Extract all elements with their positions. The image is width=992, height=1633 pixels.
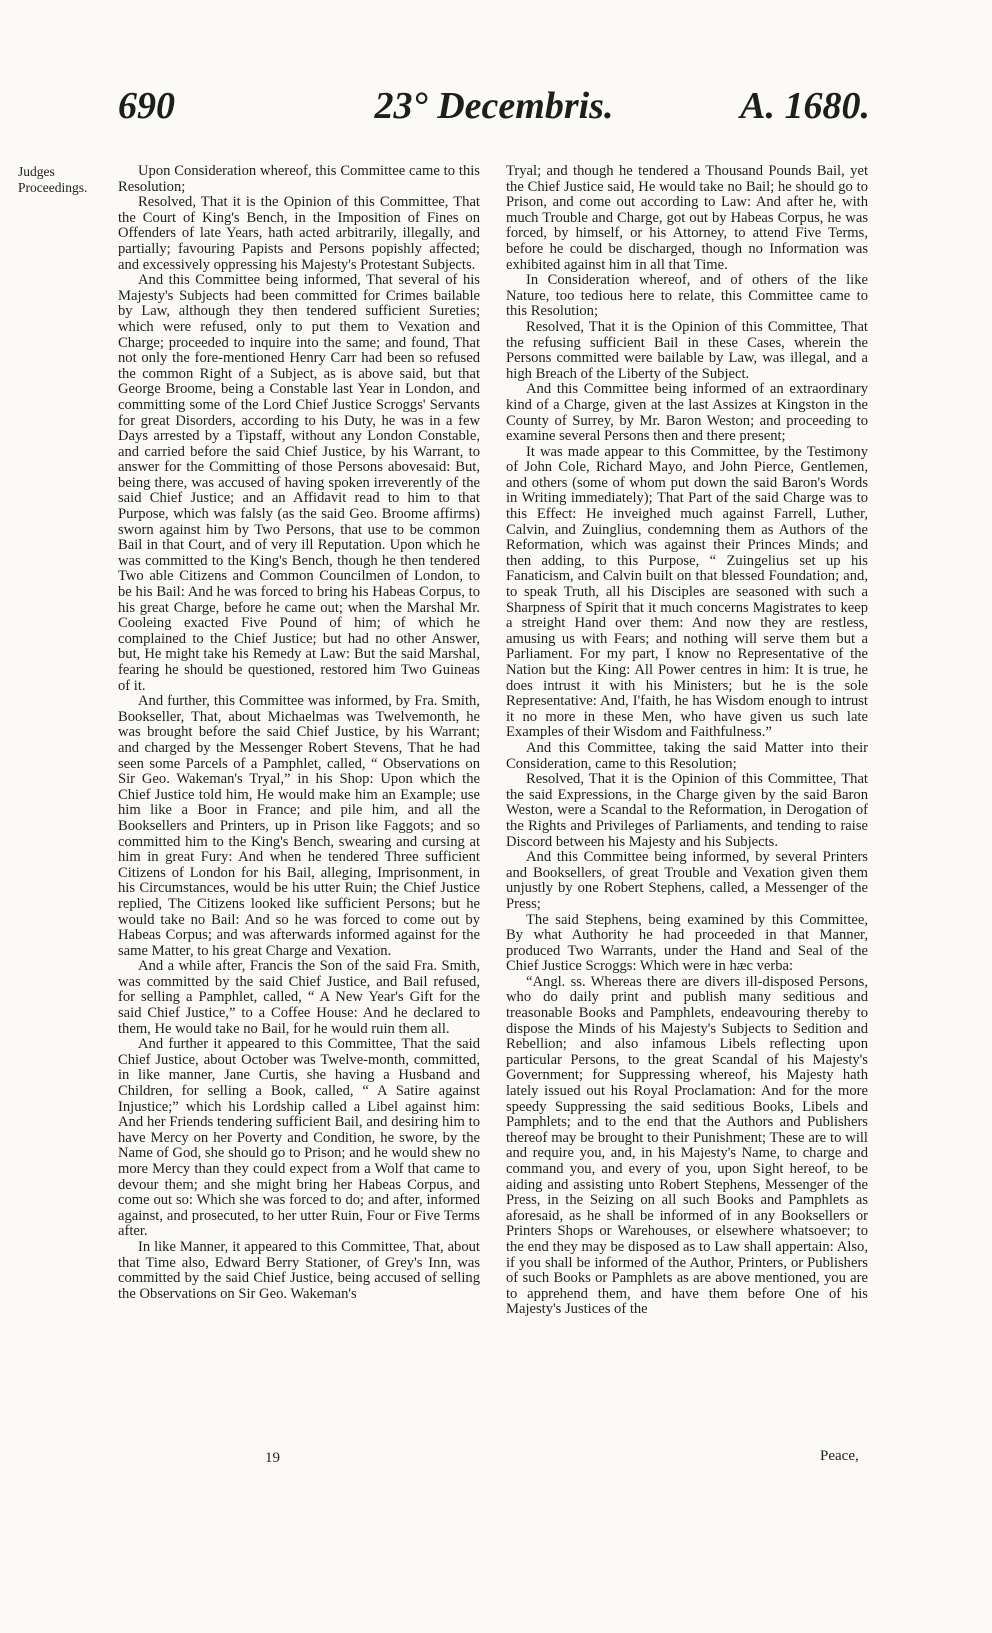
paragraph: And this Committee being informed, by several Printers and Booksellers, of great Trouble and Vexation given them unjustly by one Robert Stephens, called, a Messenger of the Press; [506,849,868,912]
page-number: 690 [118,85,175,127]
right-column [506,164,868,1449]
paragraph: The said Stephens, being examined by this Committee, By what Authority he had proceeded in that Manner, produced Two Warrants, under the Hand and Seal of the Chief Justice Scroggs: Which were in hæc verba: [506,911,868,975]
running-title: 23° Decembris. [374,85,614,127]
paragraph: And this Committee being informed of an extraordinary kind of a Charge, given at the last Assizes at Kingston in the County of Surrey, by Mr. Baron Weston; and proceeding to examine several Persons then and there present; [506,381,868,445]
paragraph: Upon Consideration whereof, this Committee came to this Resolution; [118,164,480,195]
paragraph: Resolved, That it is the Opinion of this Committee, That the refusing sufficient Bail in these Cases, wherein the Persons committed were bailable by Law, was illegal, and a high Breach of the Liberty of the Subject. [506,318,868,382]
paragraph: It was made appear to this Committee, by the Testimony of John Cole, Richard Mayo, and John Pierce, Gentlemen, and others (some of whom put down the said Baron's Words in Writing immediately); That Part of the said Charge was to this Effect: He inveighed much against Farrell, Luther, Calvin, and Zuinglius, condemning them as Authors of the Reformation, which was against their Princes Minds; and then adding, to this Purpose, “ Zuingelius set up his Fanaticism, and Calvin built on that blessed Foundation; and, to speak Truth, all his Disciples are seasoned with such a Sharpness of Spirit that it much concerns Magistrates to keep a streight Hand over them: And now they are restless, amusing us with Fears; and nothing will serve them but a Parliament. For my part, I know no Representative of the Nation but the King: All Power centres in him: It is true, he does intrust it with his Ministers; but he is the sole Representative: And, I'faith, he has Wisdom enough to intrust it no more in these Men, who have given us such late Examples of their Wisdom and Faithfulness.” [506,443,868,741]
paragraph: “Angl. ss. Whereas there are divers ill-disposed Persons, who do daily print and publish many seditious and treasonable Books and Pamphlets, endeavouring thereby to dispose the Minds of his Majesty's Subjects to Sedition and Rebellion; and also infamous Libels reflecting upon particular Persons, to the great Scandal of his Majesty's Government; for Suppressing whereof, his Majesty hath lately issued out his Royal Proclamation: And for the more speedy Suppressing the said seditious Books, Libels and Pamphlets; and to the end that the Authors and Publishers thereof may be brought to their Punishment; These are to will and require you, and, in his Majesty's Name, to charge and command you, and every of you, upon Sight hereof, to be aiding and assisting unto Robert Stephens, Messenger of the Press, in the Seizing on all such Books and Pamphlets as aforesaid, as he shall be informed of in any Booksellers or Printers Shops or Warehouses, or elsewhere whatsoever; to the end they may be disposed as to Law shall appertain: Also, if you shall be informed of the Author, Printers, or Publishers of such Books or Pamphlets as are above mentioned, you are to apprehend them, and have them before One of his Majesty's Justices of the [506,973,868,1318]
paragraph: And further, this Committee was informed, by Fra. Smith, Bookseller, That, about Michaelmas was Twelvemonth, he was brought before the said Chief Justice, by his Warrant; and charged by the Messenger Robert Stevens, That he had seen some Parcels of a Pamphlet, called, “ Observations on Sir Geo. Wakeman's Tryal,” in his Shop: Upon which the Chief Justice told him, He would make him an Example; use him like a Boor in France; and pile him, and all the Booksellers and Printers, up in Prison like Faggots; and so committed him to the King's Bench, swearing and cursing at him in great Fury: And when he tendered Three sufficient Citizens of London for his Bail, alleging, Imprisonment, in his Circumstances, would be his utter Ruin; the Chief Justice replied, The Citizens looked like sufficient Persons; but he would take no Bail: And so he was forced to come out by Habeas Corpus; and was afterwards informed against for the same Matter, to his great Charge and Vexation. [118,693,480,959]
signature-mark: 19 [265,1450,280,1466]
page-header [118,84,870,140]
paragraph: And this Committee, taking the said Matter into their Consideration, came to this Resolution; [506,739,868,772]
paragraph: Resolved, That it is the Opinion of this Committee, That the said Expressions, in the Charge given by the said Baron Weston, were a Scandal to the Reformation, in Derogation of the Rights and Privileges of Parliaments, and tending to raise Discord between his Majesty and his Subjects. [506,771,868,850]
left-column [118,164,480,1449]
paragraph: And a while after, Francis the Son of the said Fra. Smith, was committed by the said Chief Justice, and Bail refused, for selling a Pamphlet, called, “ A New Year's Gift for the said Chief Justice,” to a Coffee House: And he declared to them, He would take no Bail, for he would ruin them all. [118,958,480,1037]
paragraph: Tryal; and though he tendered a Thousand Pounds Bail, yet the Chief Justice said, He would take no Bail; he should go to Prison, and come out according to Law: And after he, with much Trouble and Charge, got out by Habeas Corpus, he was forced, by himself, or his Attorney, to attend Five Terms, before he could be discharged, though no Information was exhibited against him in all that Time. [506,164,868,273]
year-heading: A. 1680. [740,85,870,127]
paragraph: In Consideration whereof, and of others of the like Nature, too tedious here to relate, this Committee came to this Resolution; [506,272,868,320]
paragraph: And this Committee being informed, That several of his Majesty's Subjects had been committed for Crimes bailable by Law, although they then tendered sufficient Sureties; which were refused, only to put them to Vexation and Charge; proceeded to inquire into the same; and found, That not only the fore-mentioned Henry Carr had been so refused the common Right of a Subject, as is above said, but that George Broome, being a Constable last Year in London, and committing some of the Lord Chief Justice Scroggs' Servants for great Disorders, according to his Duty, he was in a few Days arrested by a Tipstaff, without any London Constable, and carried before the said Chief Justice, by his Warrant, to answer for the Committing of those Persons abovesaid: But, being there, was accused of having spoken irreverently of the said Chief Justice; and an Affidavit read to him to that Purpose, which was falsly (as the said Geo. Broome affirms) sworn against him by Two Persons, that use to be common Bail in that Court, and of very ill Reputation. Upon which he was committed to the King's Bench, though he then tendered Two able Citizens and Common Councilmen of London, to be his Bail: And he was forced to bring his Habeas Corpus, to his great Charge, before he came out; when the Marshal Mr. Cooleing exacted Five Pound of him; of which he complained to the Chief Justice; but had no other Answer, but, He might take his Remedy at Law: But the said Marshal, fearing he should be questioned, restored him Two Guineas of it. [118,272,480,694]
paragraph: In like Manner, it appeared to this Committee, That, about that Time also, Edward Berry Stationer, of Grey's Inn, was committed by the said Chief Justice, being accused of selling the Observations on Sir Geo. Wakeman's [118,1238,480,1302]
paragraph: Resolved, That it is the Opinion of this Committee, That the Court of King's Bench, in the Imposition of Fines on Offenders of late Years, hath acted arbitrarily, illegally, and partially; favouring Papists and Persons popishly affected; and excessively oppressing his Majesty's Protestant Subjects. [118,194,480,273]
paragraph: And further it appeared to this Committee, That the said Chief Justice, about October was Twelve-month, committed, in like manner, Jane Curtis, she having a Husband and Children, for selling a Book, called, “ A Satire against Injustice;” which his Lordship called a Libel against him: And her Friends tendering sufficient Bail, and desiring him to have Mercy on her Poverty and Condition, he swore, by the Name of God, she should go to Prison; and he would shew no more Mercy than they could expect from a Wolf that came to devour them; and she might bring her Habeas Corpus, and come out so: Which she was forced to do; and after, informed against, and prosecuted, to her utter Ruin, Four or Five Terms after. [118,1036,480,1240]
catchword: Peace, [820,1448,859,1464]
margin-note: Judges Proceedings. [18,164,88,195]
